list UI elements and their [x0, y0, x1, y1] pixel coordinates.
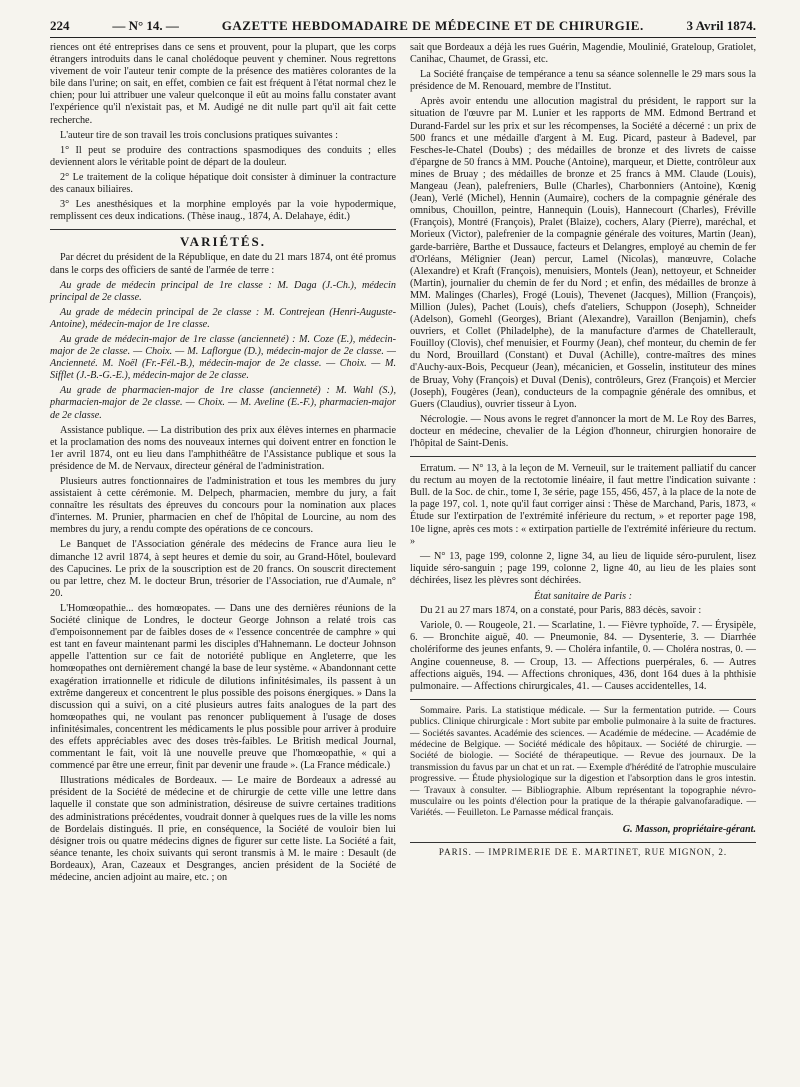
right-column: [410, 42, 756, 887]
paragraph: Le Banquet de l'Association générale des médecins de France aura lieu le dimanche 12 avril 1874, à sept heures et demie du soir, au Grand-Hôtel, boulevard des Capucines. Le prix de la souscription est de 20 francs. On souscrit directement ou par lettre, chez M. le docteur Brun, trésorier de l'Association, rue d'Aumale, n° 20.: [50, 539, 396, 599]
etat-sanitaire-title: État sanitaire de Paris :: [533, 591, 633, 603]
sommaire: Sommaire. Paris. La statistique médicale. — Sur la fermentation putride. — Cours publics. Clinique chirurgicale : Mort subite par embolie pulmonaire à la suite de fractures. — Sociétés savantes. Académie des sciences. — Académie de médecine. — Académie de médecine de Belgique. — Société médicale des hôpitaux. — Société de chirurgie. — Société de biologie. — Société de thérapeutique. — Revue des journaux. De la transmission du favus par un chat et un rat. — Exemple d'hérédité de l'atrophie musculaire progressive. — Étude physiologique sur la digestion et l'absorption dans le gros intestin. — Travaux à consulter. — Bibliographie. Album représentant la topographie névro-musculaire ou les points d'élection pour la pratique de la thérapie galvanofaradique. — Variétés. — Feuilleton. Le Parnasse médical français.: [410, 705, 756, 819]
paragraph: Du 21 au 27 mars 1874, on a constaté, pour Paris, 883 décès, savoir :: [420, 605, 702, 617]
paragraph: Après avoir entendu une allocution magistral du président, le rapport sur la situation de l'œuvre par M. Lunier et les rapports de MM. Edmond Bertrand et Durand-Fardel sur les prix et sur les récompenses, la Société a décerné : un prix de 500 francs et une médaille d'argent à M. Eug. Picard, pasteur à Badevel, par Fesches-le-Chatel (Doubs) ; des médailles de bronze et des livrets de caisse d'épargne de 50 francs à MM. Pouche (Antoine), marqueur, et Diette, contrôleur aux mines de Bruay ; des médailles de bronze et 25 francs à MM. Claude (Louis), Mangeau (Jean), palefreniers, Bulle (Charles), Charbonniers (Antoine), Kœnig (Jean), Verlé (Michel), Hennin (Aumaire), cochers de la compagnie générale des omnibus, Chouillon, peintre, Hannequin (Louis), Hannecourt (Charles), Fréville (François), Montré (François), Pralet (Blaize), cochers, Alary (Pierre), maréchal, et Morieux (Victor), palefrenier de la compagnie générale des voitures, Martin (Jean), garde-barrière, Barthe et Dussauce, facteurs et Delangres, employé au chemin de fer d'Orléans, Mélignier (Jean) percur, Lamel (Nicolas), manœuvre, Colache (Alexandre) et Kraft (François), menuisiers, Montels (Jean), nettoyeur, et Schneider (Martin), journalier du chemin de fer du Nord ; et enfin, des médailles de bronze à MM. Malinges (Charles), Frogé (Louis), Thevenet (Jacques), Million (François), Million (Jules), Pachet (Louis), chefs d'ateliers, Schuppon (Joseph), Schneider (Adelson), Gomehl (Georges), Briant (Alexandre), Varaillon (Benjamin), chefs ouvriers, et Collet (Philadelphe), de la manufacture d'armes de Chatellerault, Fouilloy (Clovis), chef menuisier, et Fourmy (Jean), chef monteur, du chemin de fer du Nord, Brouillard (Constant) et Duval (Achille), contre-maîtres des mines d'Auchy-aux-Bois, Pecqueur (Jean), mécanicien, et Gosselin, instituteur des mines de Bruay, Vohy (François) et Duval (Denis), contrôleurs, Grez (François) et Mercier (Joseph), Fougères (Jean), conducteurs de la compagnie générale des omnibus, et Guers (Claudius), ouvrier tisseur à Lyon.: [410, 96, 756, 410]
issue-date: 3 Avril 1874.: [686, 18, 756, 33]
paragraph: Assistance publique. — La distribution des prix aux élèves internes en pharmacie et la proclamation des noms des nouveaux internes qui doivent entrer en fonction le 1er avril 1874, ont eu lieu dans l'amphithéâtre de l'Assistance publique et sous la présidence de M. de Nervaux, directeur général de l'administration.: [50, 424, 396, 472]
paragraph: riences ont été entreprises dans ce sens et prouvent, pour la plupart, que les corps étrangers introduits dans le canal cholédoque peuvent y cheminer. Nous regrettons vivement de voir l'auteur tenir compte de la présence des matières colorantes de la bile dans l'urine; on sait, en effet, combien ce fait est fréquent à l'état normal chez le chien; pour lui attribuer une valeur quelconque il eût au moins fallu constater avant l'expérience qu'il n'existait pas, et M. Audigé ne dit nulle part qu'il ait fait cette recherche.: [50, 42, 396, 126]
page-number: 224: [50, 18, 70, 33]
paragraph: La Société française de tempérance a tenu sa séance solennelle le 29 mars sous la présidence de M. Renouard, membre de l'Institut.: [410, 69, 756, 93]
paragraph: 2° Le traitement de la colique hépatique doit consister à diminuer la contracture des canaux biliaires.: [50, 171, 396, 196]
paragraph: Au grade de pharmacien-major de 1re classe (ancienneté) : M. Wahl (S.), pharmacien-major de 2e classe. — Choix. — M. Aveline (E.-F.), pharmacien-major de 2e classe.: [50, 385, 396, 421]
columns: [50, 42, 756, 887]
paragraph: 3° Les anesthésiques et la morphine employés par la voie hypodermique, remplissent ces deux indications. (Thèse inaug., 1874, A. Delahaye, édit.): [50, 199, 396, 223]
paragraph: Au grade de médecin principal de 1re classe : M. Daga (J.-Ch.), médecin principal de 2e classe.: [50, 279, 396, 303]
journal-title: GAZETTE HEBDOMADAIRE DE MÉDECINE ET DE CHIRURGIE.: [221, 18, 644, 33]
page-header: [50, 18, 756, 38]
divider: [50, 229, 396, 230]
left-column: [50, 42, 396, 887]
paragraph: Variole, 0. — Rougeole, 21. — Scarlatine, 1. — Fièvre typhoïde, 7. — Érysipèle, 6. — Bronchite aiguë, 40. — Pneumonie, 84. — Dysenterie, 3. — Diarrhée cholériforme des jeunes enfants, 9. — Choléra infantile, 0. — Choléra nostras, 0. — Angine couenneuse, 8. — Croup, 13. — Affections puerpérales, 6. — Autres affections aiguës, 194. — Affections chroniques, 436, dont 164 dues à la phthisie pulmonaire. — Affections chirurgicales, 41. — Causes accidentelles, 14.: [410, 620, 756, 692]
section-title-varietes: VARIÉTÉS.: [179, 234, 267, 250]
paragraph: Au grade de médecin-major de 1re classe (ancienneté) : M. Coze (E.), médecin-major de 2e classe. — Choix. — M. Laflorgue (D.), médecin-major de 2e classe. — Ancienneté. M. Noël (Fr.-Fél.-B.), médecin-major de 2e classe. — Choix. — M. Sifflet (J.-B.-G.-E.), médecin-major de 2e classe.: [50, 333, 396, 382]
paragraph: sait que Bordeaux a déjà les rues Guérin, Magendie, Moulinié, Grateloup, Gratiolet, Canihac, Chaumet, de Grassi, etc.: [410, 42, 756, 66]
paragraph: Nécrologie. — Nous avons le regret d'annoncer la mort de M. Le Roy des Barres, docteur en médecine, chevalier de la Légion d'honneur, chirurgien honoraire de l'hôpital de Saint-Denis.: [410, 413, 756, 449]
paragraph: L'Homœopathie... des homœopates. — Dans une des dernières réunions de la Société clinique de Londres, le docteur George Johnson a relaté trois cas d'empoisonnement par de faibles doses de « l'essence concentrée de camphre » qui est tant en faveur maintenant parmi les disciples d'Hahnemann. Le docteur Johnson appelle l'attention sur ce fait de notoriété publique en Angleterre, que les homœopathes ont dernièrement changé la base de leur système. « Abandonnant cette exagération irrationnelle et ridicule de dilutions infinitésimales, ils passent à un extrême dangereux et concentrent le plus possible des poisons énergiques. » Dans la discussion qui a suivi, on a cité plusieurs autres faits analogues de la part des homœopathes qui, ne voulant pas renoncer publiquement à l'usage de doses infinitésimales, concentrent les médicaments le plus possible pour arriver à produire des effets appréciables avec des doses très-faibles. Le British medical Journal, commentant le fait, voit là une nouvelle preuve que l'homœopathie, « qui a commencé par être une erreur, finit par devenir une fraude ». (La France médicale.): [50, 602, 396, 772]
paragraph: Erratum. — N° 13, à la leçon de M. Verneuil, sur le traitement palliatif du cancer du rectum au moyen de la rectotomie linéaire, il faut mettre l'indication suivante : Bull. de la Soc. de chir., tome I, 3e série, page 155, 456, 457, à la place de la note de la page 197, col. 1, note qu'il faut corriger ainsi : Thèse de Marchand, Paris, 1873, « Étude sur l'extirpation de l'extrémité inférieure du rectum, » et reporter page 198, 10e ligne, après ces mots : « extirpation partielle de l'extrémité inférieure du rectum. »: [410, 463, 756, 547]
paragraph: Plusieurs autres fonctionnaires de l'administration et tous les membres du jury assistaient à cette cérémonie. M. Delpech, pharmacien, membre du jury, a fait connaître les résultats des épreuves du concours pour la nomination aux places d'internes. M. Prunier, pharmacien en chef de l'hôpital de Lourcine, au nom des membres du jury, a rendu compte des opérations de ce concours.: [50, 476, 396, 536]
paragraph: Par décret du président de la République, en date du 21 mars 1874, ont été promus dans le corps des officiers de santé de l'armée de terre :: [50, 252, 396, 276]
divider: [410, 456, 756, 457]
issue-number: — N° 14. —: [112, 18, 179, 33]
paragraph: — N° 13, page 199, colonne 2, ligne 34, au lieu de liquide séro-purulent, lisez liquide séro-sanguin ; page 199, colonne 2, ligne 40, au lieu de les plaies sont déchirées, lisez les plèvres sont déchirées.: [410, 550, 756, 586]
paragraph: Illustrations médicales de Bordeaux. — Le maire de Bordeaux a adressé au président de la Société de médecine et de chirurgie de cette ville une lettre dans laquelle il constate que son administration, désireuse de suivre certaines traditions des administrations précédentes, voudrait donner à quelques rues de la ville les noms de Bordelais distingués. Il prie, en conséquence, la Société de vouloir bien lui désigner trois ou quatre médecins dignes de figurer sur cette liste. La Société a fait, séance tenante, les choix suivants qui seront transmis à M. le maire : Desault (de Bordeaux), Aran, Cazeaux et Desgranges, ancien président de la Société de médecine, ancien adjoint au maire, etc. ; on: [50, 775, 396, 883]
paragraph: L'auteur tire de son travail les trois conclusions pratiques suivantes :: [60, 129, 338, 141]
paragraph: 1° Il peut se produire des contractions spasmodiques des conduits ; elles deviennent alors le véritable point de départ de la douleur.: [50, 144, 396, 168]
paragraph: Au grade de médecin principal de 2e classe : M. Contrejean (Henri-Auguste-Antoine), médecin-major de 1re classe.: [50, 306, 396, 330]
publisher-signature: G. Masson, propriétaire-gérant.: [622, 823, 756, 835]
divider: [410, 699, 756, 700]
imprint-line: PARIS. — IMPRIMERIE DE E. MARTINET, RUE MIGNON, 2.: [410, 842, 756, 858]
